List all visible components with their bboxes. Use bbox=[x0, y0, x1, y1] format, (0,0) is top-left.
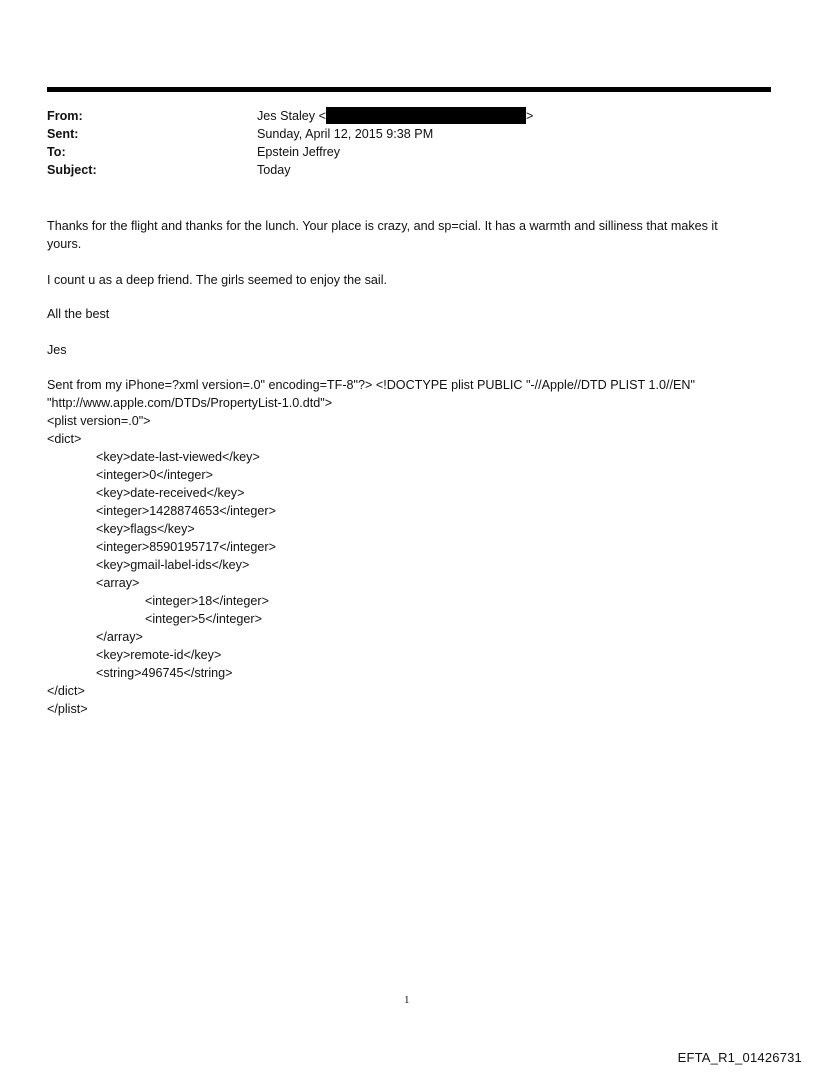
plist-line: <key>gmail-label-ids</key> bbox=[96, 558, 250, 572]
body-text: All the best bbox=[47, 307, 110, 321]
plist-line: <array> bbox=[96, 576, 140, 590]
subject-label: Subject: bbox=[47, 163, 97, 177]
plist-line: <integer>1428874653</integer> bbox=[96, 504, 276, 518]
to-label: To: bbox=[47, 145, 66, 159]
page-number: 1 bbox=[404, 994, 410, 1006]
subject-value: Today bbox=[257, 163, 291, 177]
body-text: yours. bbox=[47, 237, 82, 251]
plist-line: <key>date-last-viewed</key> bbox=[96, 450, 260, 464]
from-label: From: bbox=[47, 109, 83, 123]
plist-line: <integer>5</integer> bbox=[145, 612, 262, 626]
sent-value: Sunday, April 12, 2015 9:38 PM bbox=[257, 127, 434, 141]
plist-line: <integer>8590195717</integer> bbox=[96, 540, 276, 554]
plist-line: <integer>18</integer> bbox=[145, 594, 269, 608]
sent-label: Sent: bbox=[47, 127, 79, 141]
plist-line: </dict> bbox=[47, 684, 85, 698]
from-value bbox=[257, 107, 533, 125]
document-id: EFTA_R1_01426731 bbox=[677, 1050, 802, 1065]
to-value: Epstein Jeffrey bbox=[257, 145, 341, 159]
plist-line: Sent from my iPhone=?xml version=.0" encoding=TF-8"?> <!DOCTYPE plist PUBLIC "-//Apple//DTD PLIST 1.0//EN" bbox=[47, 378, 695, 392]
plist-line: <key>remote-id</key> bbox=[96, 648, 222, 662]
from-name: Jes Staley < bbox=[257, 109, 326, 123]
to-row bbox=[47, 143, 771, 161]
sent-row bbox=[47, 125, 771, 143]
plist-line: </array> bbox=[96, 630, 143, 644]
plist-line: <dict> bbox=[47, 432, 82, 446]
subject-row bbox=[47, 161, 771, 179]
plist-line: <string>496745</string> bbox=[96, 666, 233, 680]
plist-line: <plist version=.0"> bbox=[47, 414, 151, 428]
plist-line: "http://www.apple.com/DTDs/PropertyList-1.0.dtd"> bbox=[47, 396, 333, 410]
plist-line: <key>flags</key> bbox=[96, 522, 195, 536]
body-text: Thanks for the flight and thanks for the lunch. Your place is crazy, and sp=cial. It has a warmth and silliness that makes it bbox=[47, 219, 718, 233]
redaction-block bbox=[326, 107, 526, 124]
plist-line: <integer>0</integer> bbox=[96, 468, 213, 482]
from-close: > bbox=[525, 109, 534, 123]
plist-line: </plist> bbox=[47, 702, 88, 716]
plist-line: <key>date-received</key> bbox=[96, 486, 245, 500]
body-text: I count u as a deep friend. The girls seemed to enjoy the sail. bbox=[47, 273, 388, 287]
from-row bbox=[47, 107, 771, 125]
header-rule bbox=[47, 87, 771, 92]
signature: Jes bbox=[47, 343, 67, 357]
